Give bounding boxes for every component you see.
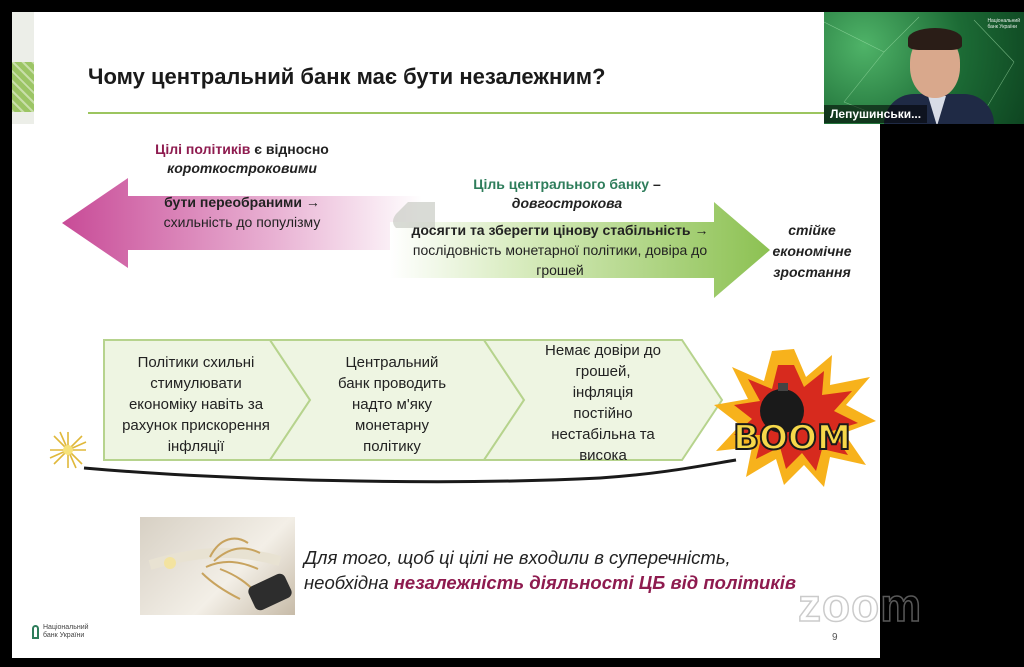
presentation-slide <box>12 12 880 658</box>
step-politicians-stimulate <box>108 352 284 457</box>
dynamite-image <box>140 517 295 615</box>
step-line: інфляції <box>167 438 225 455</box>
politicians-body <box>132 192 352 232</box>
politicians-heading-rest: є відносно <box>254 141 329 157</box>
step-line: постійно <box>573 405 633 422</box>
webcam-badge <box>987 18 1020 30</box>
webcam-video-tile[interactable] <box>824 12 1024 124</box>
logo-line: Національний <box>43 624 89 631</box>
step-line: Політики схильні <box>137 354 255 371</box>
nbu-logo-text <box>43 624 89 640</box>
boom-explosion-icon <box>712 347 877 487</box>
boom-label: BOOM <box>733 418 851 458</box>
step-line: нестабільна та <box>551 426 655 443</box>
step-line: грошей, <box>575 363 631 380</box>
step-line: інфляція <box>572 384 634 401</box>
central-bank-heading-dash: – <box>652 176 661 192</box>
conclusion-plain: необхідна <box>304 572 389 593</box>
central-bank-heading-italic: довгострокова <box>511 195 623 211</box>
growth-line: зростання <box>773 264 851 280</box>
step-line: висока <box>579 447 627 464</box>
central-bank-body-bold: досягти та зберегти цінову стабільність <box>411 222 691 238</box>
participant-name-label: Лепушинськи... <box>824 105 927 123</box>
title-underline <box>88 112 828 114</box>
central-bank-body <box>410 220 710 280</box>
politicians-heading-accent: Цілі політиків <box>155 141 251 157</box>
person-hair <box>908 28 962 50</box>
match-and-dynamite-photo <box>140 517 295 615</box>
zoom-watermark: zoom <box>798 579 923 631</box>
step-line: Немає довіри до <box>544 342 662 359</box>
arrow-glyph: → <box>694 222 709 238</box>
step-line: надто м'яку <box>351 396 433 413</box>
badge-line: банк України <box>987 24 1017 30</box>
politicians-body-bold: бути переобраними <box>164 194 303 210</box>
central-bank-heading <box>442 175 692 213</box>
conclusion-line-1: Для того, щоб ці цілі не входили в суперечність, <box>304 547 731 568</box>
step-soft-policy <box>312 352 472 457</box>
fuse-line <box>80 450 740 490</box>
conclusion-accent: незалежність діяльності ЦБ від політиків <box>393 572 797 593</box>
step-no-trust <box>518 340 688 466</box>
step-line: політику <box>363 438 421 455</box>
central-bank-body-rest: послідовність монетарної політики, довіра до грошей <box>412 242 708 278</box>
logo-line: банк України <box>43 632 85 639</box>
growth-label <box>764 220 860 283</box>
arrow-glyph: → <box>305 194 320 210</box>
step-line: монетарну <box>355 417 429 434</box>
conclusion-line-2 <box>304 570 796 595</box>
badge-line: Національний <box>987 18 1020 24</box>
step-line: рахунок прискорення <box>122 417 270 434</box>
central-bank-heading-accent: Ціль центрального банку <box>473 176 650 192</box>
step-line: банк проводить <box>337 375 447 392</box>
politicians-heading-italic: короткостроковими <box>167 160 317 176</box>
growth-line: економічне <box>772 243 852 259</box>
step-line: стимулювати <box>150 375 242 392</box>
slide-title: Чому центральний банк має бути незалежним? <box>88 64 606 89</box>
nbu-logo <box>32 624 89 640</box>
decorative-pattern <box>12 62 34 112</box>
politicians-heading <box>132 140 352 178</box>
page-number: 9 <box>832 632 838 643</box>
politicians-body-rest: схильність до популізму <box>163 214 321 230</box>
spark-icon <box>48 430 88 470</box>
conclusion-text <box>304 545 796 595</box>
growth-line: стійке <box>788 222 836 238</box>
step-line: економіку навіть за <box>128 396 264 413</box>
nbu-logo-mark-icon <box>32 625 39 639</box>
step-line: Центральний <box>345 354 439 371</box>
